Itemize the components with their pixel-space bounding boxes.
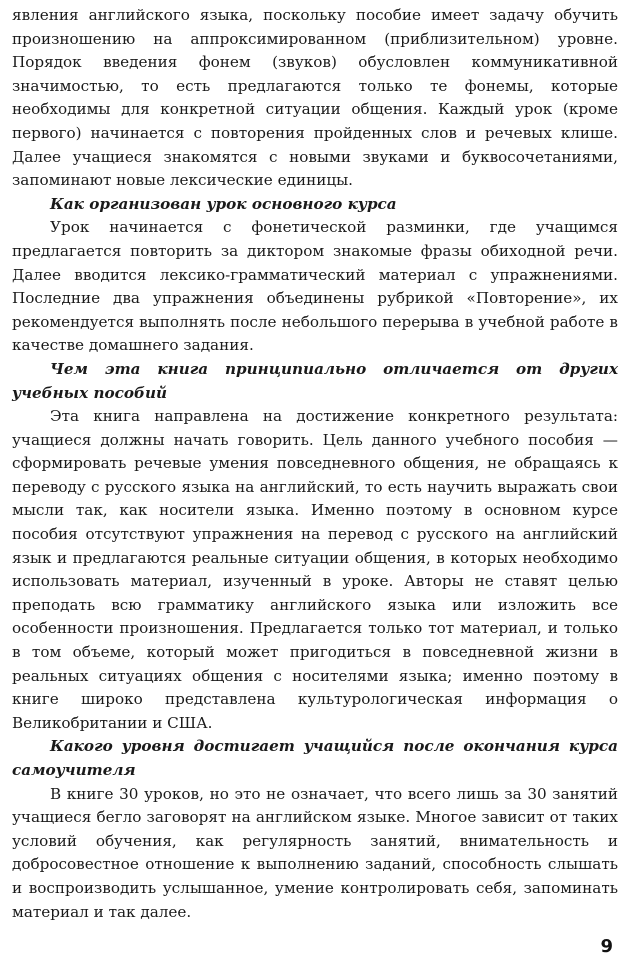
section-heading: Какого уровня достигает учащийся после окончания курса самоучителя [12, 737, 618, 779]
section-heading: Чем эта книга принципиально отличается от других учебных пособий [12, 359, 618, 402]
section-heading: Как организован урок основного курса [50, 194, 397, 213]
body-paragraph: Урок начинается с фонетической разминки, где учащимся предлагается повторить за диктором знакомые фразы обиходной речи. Далее вводится лексико-грамматический материал с упражнениями. Последние два упражнения объединены рубрикой «Повторение», их рекомендуется выполнять после небольшого перерыва в учебной работе в качестве домашнего задания. [12, 218, 618, 355]
body-paragraph: явления английского языка, поскольку пособие имеет задачу обучить произношению на аппроксимированном (приблизительном) уровне. Порядок введения фонем (звуков) обусловлен коммуникативной значимостью, то есть предлагаются только те фонемы, которые необходимы для конкретной ситуации общения. Каждый урок (кроме первого) начинается с повторения пройденных слов и речевых клише. Далее учащиеся знакомятся с новыми звуками и буквосочетаниями, запоминают новые лексические единицы. [12, 6, 618, 190]
page-number: 9 [600, 936, 613, 957]
page-body [12, 4, 618, 924]
body-paragraph: В книге 30 уроков, но это не означает, что всего лишь за 30 занятий учащиеся бегло заговорят на английском языке. Многое зависит от таких условий обучения, как регулярность занятий, внимательность и добросовестное отношение к выполнению заданий, способность слышать и воспроизводить услышанное, умение контролировать себя, запоминать материал и так далее. [12, 784, 618, 921]
body-paragraph: Эта книга направлена на достижение конкретного результата: учащиеся должны начать говорить. Цель данного учебного пособия — сформировать речевые умения повседневного общения, не обращаясь к переводу с русского языка на английский, то есть научить выражать свои мысли так, как носители языка. Именно поэтому в основном курсе пособия отсутствуют упражнения на перевод с русского на английский язык и предлагаются реальные ситуации общения, в которых необходимо использовать материал, изученный в уроке. Авторы не ставят целью преподать всю грамматику английского языка или изложить все особенности произношения. Предлагается только тот материал, и только в том объеме, который может пригодиться в повседневной жизни в реальных ситуациях общения с носителями языка; именно поэтому в книге широко представлена культурологическая информация о Великобритании и США. [12, 407, 618, 732]
